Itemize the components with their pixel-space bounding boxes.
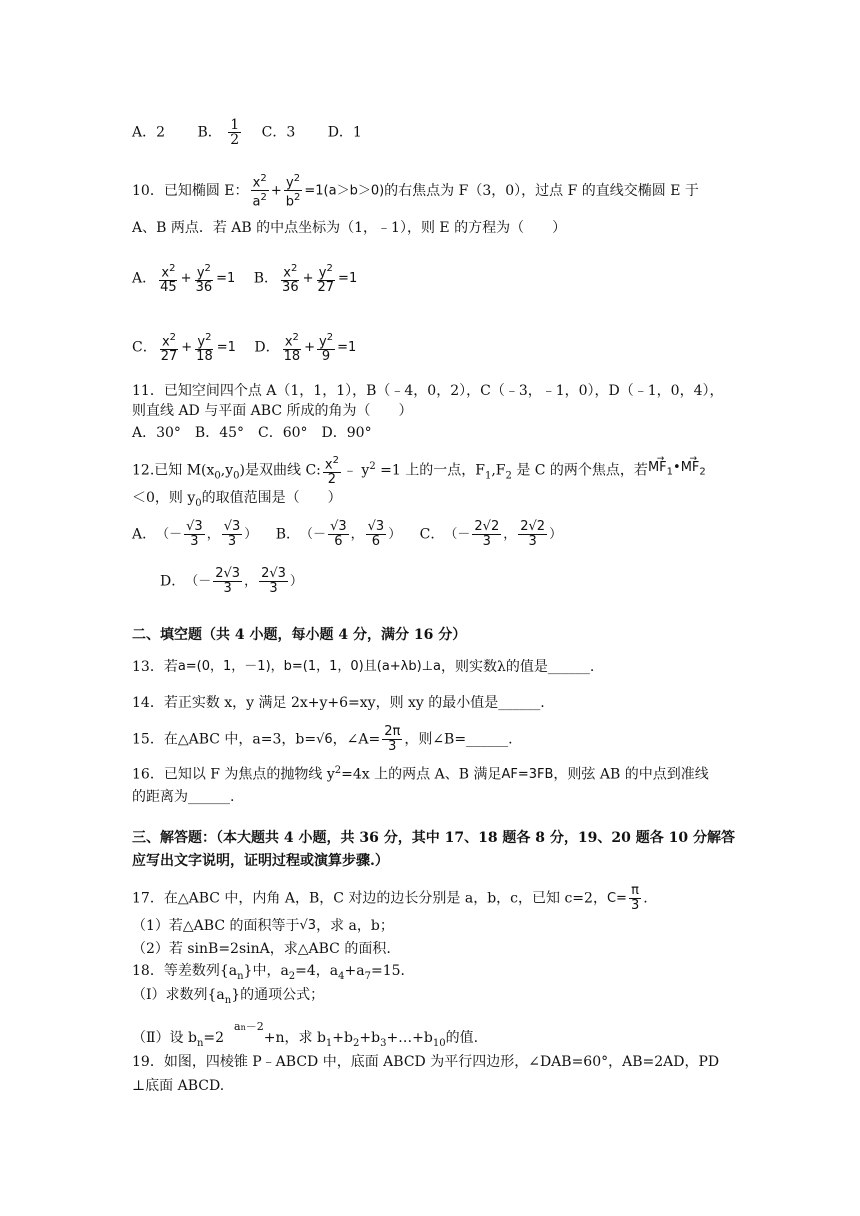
q9-option-b-label: B． [197,124,222,141]
q18-line1: 18．等差数列$\{a_n\}$中，$a_2=4$，$a_4+a_7=15$． [132,963,415,982]
q11-options: A．30° B．45° C．60° D．90° [132,425,372,441]
q12-line1: 12.已知 $M(x_0,y_0)$是双曲线 C: $\frac{x^2}{2}$ ﹣ $y^2 =1$ 上的一点，$F_1,F_2$ 是 C 的两个焦点，若→ $MF_1•\to MF_2$ [132,454,706,487]
q19-line1: 19．如图，四棱锥 P﹣ABCD 中，底面 ABCD 为平行四边形，∠DAB=60°，AB=2AD，PD [132,1054,720,1070]
q14: 14．若正实数 x，y 满足 2x+y+6=xy，则 xy 的最小值是______. [132,695,545,711]
q16-line1: 16．已知以 F 为焦点的抛物线 $y^2=4x$ 上的两点 A、B 满足AF=3FB，则弦 AB 的中点到准线 [132,765,709,783]
q17-line1: 17．在△ABC 中，内角 A，B，C 对边的边长分别是 a，b，c，已知 c=2，C= $\frac{\pi}{3}$ . [132,883,648,913]
q9-option-c: C．3 [261,124,296,141]
q12-option-c: （－ $\frac{2√2}{3}$ ， $\frac{2√2}{3}$ ） [444,519,563,549]
q16-line2: 的距离为______. [132,789,235,805]
q10-ellipse-equation: $\frac{x^2}{a^2}$ + $\frac{y^2}{b^2}$ =1(a＞b＞0) [252,173,385,210]
q9-option-b-fraction: $\frac{1}{2}$ [230,117,240,148]
q10-option-d: $\frac{x^2}{18}$ + $\frac{y^2}{9}$ =1 [283,332,357,365]
q10-line1: 10．已知椭圆 E： $\frac{x^2}{a^2}$ + $\frac{y^2}{b^2}$ =1(a＞b＞0)的右焦点为 F（3，0），过点 F 的直线交椭圆 E 于 [132,173,699,210]
q13: 13．若a=(0，1，－1)，b=(1，1，0)且(a+λb)⊥a，则实数λ的值是______. [132,659,595,675]
section2-title: 二、填空题（共 4 小题，每小题 4 分，满分 16 分） [132,627,467,643]
q12-option-a: （－ $\frac{√3}{3}$ ， $\frac{√3}{3}$ ） [156,519,258,549]
q12-option-d-line: D．（－ $\frac{2√3}{3}$ ， $\frac{2√3}{3}$ ） [160,566,303,596]
q9-option-d: D．1 [327,124,362,141]
q11-line2: 则直线 AD 与平面 ABC 所成的角为（ ） [132,403,413,419]
q12-line2: ＜0，则 $y_0$的取值范围是（ ） [132,490,342,509]
q19-line2: ⊥底面 ABCD. [132,1078,225,1094]
q17-part1: （1）若△ABC 的面积等于√3，求 a，b； [132,918,394,934]
q12-option-d: （－ $\frac{2√3}{3}$ ， $\frac{2√3}{3}$ ） [185,566,303,596]
q11-line1: 11．已知空间四个点 A（1，1，1），B（﹣4，0，2），C（﹣3，﹣1，0），D（﹣1，0，4）， [132,383,724,399]
section3-title-line2: 应写出文字说明，证明过程或演算步骤.） [132,853,389,869]
q17-part2: （2）若 sinB=2sinA，求△ABC 的面积. [132,941,391,957]
q10-option-a: $\frac{x^2}{45}$ + $\frac{y^2}{36}$ =1 [160,263,236,296]
q10-options-cd: C． $\frac{x^2}{27}$ + $\frac{y^2}{18}$ =1 D． $\frac{x^2}{18}$ + $\frac{y^2}{9}$ =1 [132,332,357,365]
q10-options-ab: A． $\frac{x^2}{45}$ + $\frac{y^2}{36}$ =1 B． $\frac{x^2}{36}$ + $\frac{y^2}{27}$ =1 [132,263,358,296]
q9-option-a: A．2 [132,124,166,141]
q12-option-b: （－ $\frac{√3}{6}$ ， $\frac{√3}{6}$ ） [300,519,402,549]
q10-option-c: $\frac{x^2}{27}$ + $\frac{y^2}{18}$ =1 [160,332,236,365]
q16-vector-relation: AF=3FB [501,766,554,782]
q15: 15．在△ABC 中，a=3，b=√6，∠A= $\frac{2\pi}{3}$ ，则∠B=______. [132,724,513,754]
q18-part2: （Ⅱ）设 $b_n=2^{an-2}+n$，求 $b_1+b_2+b_3+\dots+b_{10}$的值. [132,1020,479,1049]
q12-options-abc: A．（－ $\frac{√3}{3}$ ， $\frac{√3}{3}$ ） B．（－ $\frac{√3}{6}$ ， $\frac{√3}{6}$ ） C．（－ $\frac{2√2}{3}$ ， $\frac{2√2}{3}$ ） [132,519,563,549]
q18-part1: （Ⅰ）求数列$\{a_n\}$的通项公式； [132,987,325,1006]
section3-title-line1: 三、解答题：（本大题共 4 小题，共 36 分，其中 17、18 题各 8 分，19、20 题各 10 分解答 [132,830,735,846]
q9-options [132,118,362,147]
q12-vector-product: → $MF_1•\to MF_2$ [648,459,706,482]
q13-vector-expression: a=(0，1，－1)，b=(1，1，0)且(a+λb)⊥a [177,659,441,674]
q10-line2: A、B 两点．若 AB 的中点坐标为（1，﹣1），则 E 的方程为（ ） [132,220,567,236]
q10-option-b: $\frac{x^2}{36}$ + $\frac{y^2}{27}$ =1 [282,263,358,296]
